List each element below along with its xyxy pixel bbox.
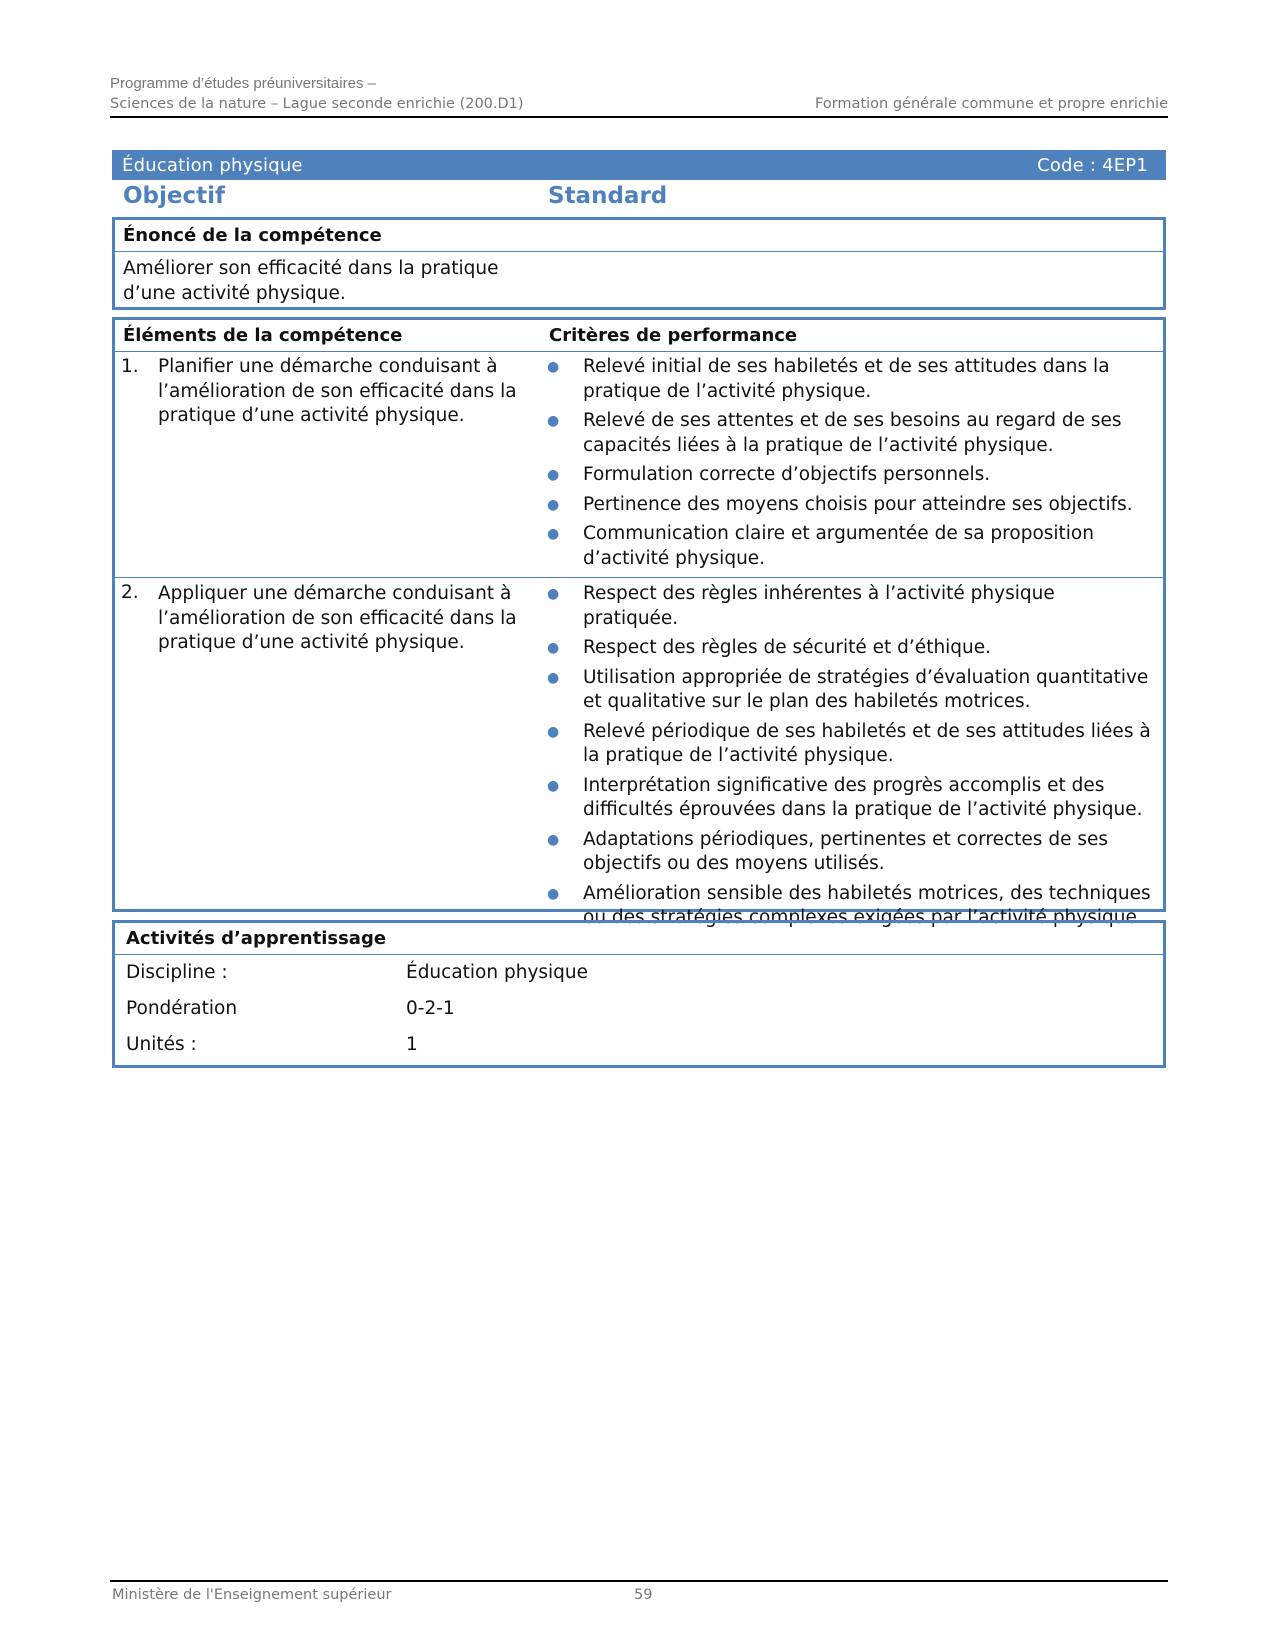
table-header <box>115 320 1163 352</box>
activity-row-ponderation <box>115 991 1163 1027</box>
header-program-line: Programme d’études préuniversitaires – <box>110 75 376 92</box>
competency-statement-line: d’une activité physique. <box>123 283 346 304</box>
criterion-item <box>542 493 1163 518</box>
bullet-icon: ● <box>547 831 560 848</box>
learning-activities-box <box>112 920 1166 1068</box>
standard-label: Standard <box>548 183 668 209</box>
criterion-item <box>542 636 1163 661</box>
criteria-list <box>542 352 1163 577</box>
page-header <box>110 74 1168 114</box>
table-row <box>115 578 1163 936</box>
element-cell <box>115 352 542 577</box>
criterion-text: Respect des règles de sécurité et d’éthique. <box>583 637 992 658</box>
activity-value: Éducation physique <box>406 962 589 983</box>
header-program-name: Sciences de la nature – Lague seconde enrichie (200.D1) <box>110 96 524 112</box>
competency-statement-box <box>112 217 1166 310</box>
bullet-icon: ● <box>547 777 560 794</box>
course-discipline: Éducation physique <box>122 154 303 176</box>
activity-value: 1 <box>406 1034 418 1055</box>
competency-elements-table <box>112 317 1166 928</box>
criterion-item <box>542 582 1163 631</box>
header-divider <box>110 116 1168 118</box>
competency-statement-text <box>115 252 551 310</box>
col-header-criteria: Critères de performance <box>549 325 798 346</box>
activity-key: Unités : <box>126 1034 197 1055</box>
criterion-text: Formulation correcte d’objectifs personnels. <box>583 464 991 485</box>
bullet-icon: ● <box>547 586 560 602</box>
criterion-item <box>542 666 1163 715</box>
bullet-icon: ● <box>547 413 560 429</box>
criterion-item <box>542 828 1163 877</box>
activity-key: Discipline : <box>126 962 228 983</box>
bullet-icon: ● <box>547 640 560 656</box>
bullet-icon: ● <box>547 496 560 513</box>
bullet-icon: ● <box>547 885 560 902</box>
element-text: Planifier une démarche conduisant à l’amélioration de son efficacité dans la pratique d’une activité physique. <box>158 356 517 426</box>
criterion-text: Communication claire et argumentée de sa proposition d’activité physique. <box>583 523 1094 569</box>
bullet-icon: ● <box>547 669 560 686</box>
criterion-item <box>542 463 1163 488</box>
footer-divider <box>110 1580 1168 1582</box>
criterion-text: Interprétation significative des progrès accomplis et des difficultés éprouvées dans la pratique de l’activité physique. <box>583 774 1143 820</box>
criterion-text: Pertinence des moyens choisis pour atteindre ses objectifs. <box>583 493 1133 515</box>
criterion-text: Utilisation appropriée de stratégies d’évaluation quantitative et qualitative sur le plan des habiletés motrices. <box>583 666 1149 712</box>
table-row <box>115 352 1163 578</box>
criterion-text: Relevé périodique de ses habiletés et de ses attitudes liées à la pratique de l’activité physique. <box>583 720 1151 766</box>
bullet-icon: ● <box>547 723 560 740</box>
criterion-text: Relevé initial de ses habiletés et de ses attitudes dans la pratique de l’activité physique. <box>583 356 1110 402</box>
bullet-icon: ● <box>547 359 560 375</box>
activity-value: 0-2-1 <box>406 998 455 1019</box>
element-text: Appliquer une démarche conduisant à l’amélioration de son efficacité dans la pratique d’une activité physique. <box>158 583 517 653</box>
objectif-label: Objectif <box>123 183 226 209</box>
criterion-text: Relevé de ses attentes et de ses besoins au regard de ses capacités liées à la pratique de l’activité physique. <box>583 410 1122 456</box>
activity-row-discipline <box>115 955 1163 991</box>
footer-publisher: Ministère de l'Enseignement supérieur <box>112 1587 392 1603</box>
criteria-list <box>542 578 1163 936</box>
header-section-name: Formation générale commune et propre enrichie <box>815 96 1168 112</box>
criterion-text: Adaptations périodiques, pertinentes et correctes de ses objectifs ou des moyens utilisés. <box>583 828 1108 874</box>
criterion-item <box>542 409 1163 458</box>
element-number: 2. <box>121 582 139 603</box>
bullet-icon: ● <box>547 467 560 483</box>
col-header-elements: Éléments de la compétence <box>123 325 403 346</box>
criterion-item <box>542 355 1163 404</box>
criterion-text: Amélioration sensible des habiletés motrices, des techniques ou des stratégies complexes exigées par l’activité physique. <box>583 882 1151 928</box>
criterion-item <box>542 774 1163 823</box>
competency-statement-line: Améliorer son efficacité dans la pratique <box>123 258 499 279</box>
bullet-icon: ● <box>547 526 560 542</box>
course-code: Code : 4EP1 <box>1037 154 1148 176</box>
criterion-text: Respect des règles inhérentes à l’activité physique pratiquée. <box>583 583 1055 629</box>
objective-standard-row <box>123 183 1163 213</box>
activity-row-units <box>115 1027 1163 1063</box>
element-number: 1. <box>121 356 139 377</box>
page-number: 59 <box>634 1587 653 1603</box>
activity-key: Pondération <box>126 998 238 1019</box>
course-title-bar <box>112 150 1166 180</box>
element-cell <box>115 578 542 936</box>
learning-activities-heading: Activités d’apprentissage <box>115 923 1163 955</box>
criterion-item <box>542 720 1163 769</box>
competency-statement-heading: Énoncé de la compétence <box>115 220 1163 252</box>
criterion-item <box>542 522 1163 571</box>
